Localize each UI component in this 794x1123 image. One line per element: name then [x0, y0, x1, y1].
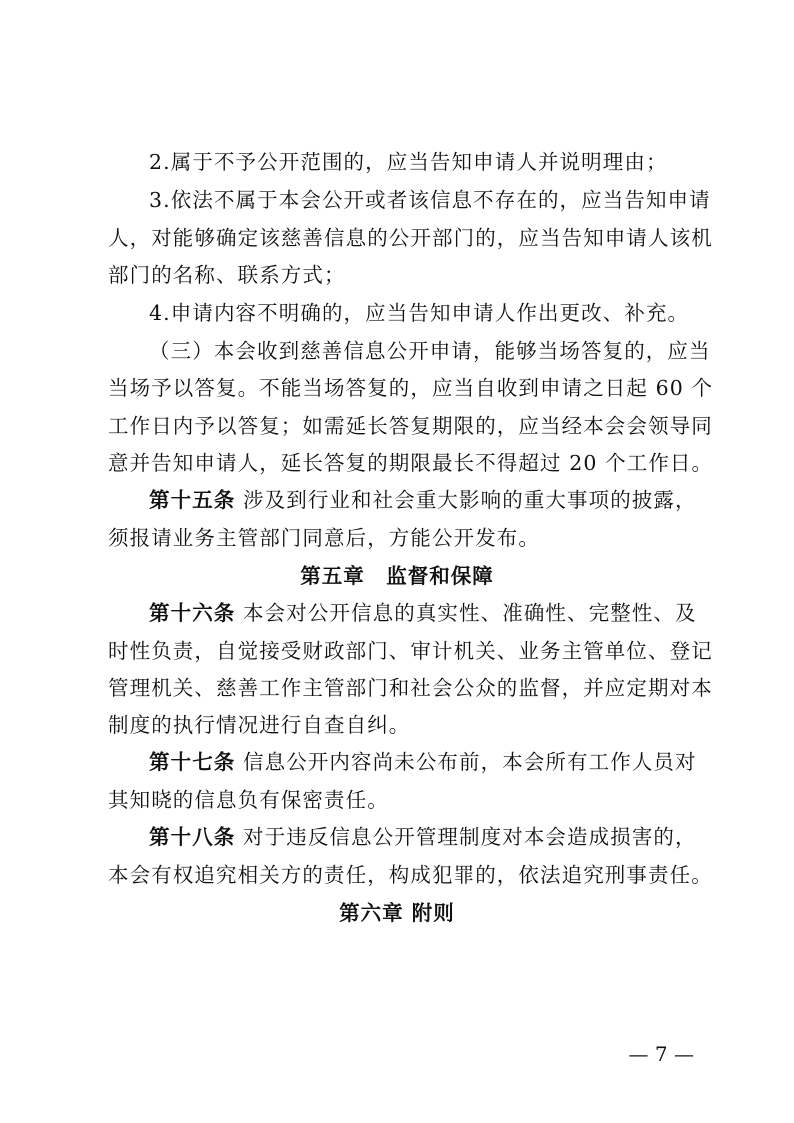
article-16-label: 第十六条 — [149, 601, 236, 625]
chapter-6-title: 第六章 附则 — [339, 901, 455, 925]
article-17-label: 第十七条 — [149, 750, 236, 774]
article-16-text: 本会对公开信息的真实性、准确性、完整性、及 — [243, 601, 697, 625]
chapter-5-title: 第五章 监督和保障 — [300, 564, 494, 588]
article-18-text: 对于违反信息公开管理制度对本会造成损害的， — [243, 825, 697, 849]
article-18-label: 第十八条 — [149, 825, 236, 849]
page-number: — 7 — — [628, 1042, 694, 1066]
article-15-text: 涉及到行业和社会重大影响的重大事项的披露， — [243, 488, 697, 512]
article-15-line-1 — [149, 488, 697, 512]
section-3-line-4: 意并告知申请人，延长答复的期限最长不得超过 20 个工作日。 — [108, 451, 714, 475]
article-17-text: 信息公开内容尚未公布前，本会所有工作人员对 — [243, 750, 697, 774]
article-16-line-2: 时性负责，自觉接受财政部门、审计机关、业务主管单位、登记 — [108, 639, 713, 663]
item-2: 2.属于不予公开范围的，应当告知申请人并说明理由； — [149, 150, 668, 174]
article-17-line-2: 其知晓的信息负有保密责任。 — [108, 788, 389, 812]
item-3-line-2: 人，对能够确定该慈善信息的公开部门的，应当告知申请人该机 — [108, 226, 713, 250]
article-16-line-3: 管理机关、慈善工作主管部门和社会公众的监督，并应定期对本 — [108, 676, 713, 700]
article-16-line-1 — [149, 601, 697, 625]
section-3-line-3: 工作日内予以答复；如需延长答复期限的，应当经本会会领导同 — [108, 414, 713, 438]
article-16-line-4: 制度的执行情况进行自查自纠。 — [108, 713, 411, 737]
item-3-line-1: 3.依法不属于本会公开或者该信息不存在的，应当告知申请 — [149, 188, 711, 212]
article-15-line-2: 须报请业务主管部门同意后，方能公开发布。 — [108, 526, 540, 550]
item-3-line-3: 部门的名称、联系方式； — [108, 263, 346, 287]
item-4: 4.申请内容不明确的，应当告知申请人作出更改、补充。 — [149, 301, 690, 325]
article-18-line-1 — [149, 825, 697, 849]
section-3-line-2: 当场予以答复。不能当场答复的，应当自收到申请之日起 60 个 — [108, 376, 714, 400]
article-18-line-2: 本会有权追究相关方的责任，构成犯罪的，依法追究刑事责任。 — [108, 863, 713, 887]
article-15-label: 第十五条 — [149, 488, 236, 512]
article-17-line-1 — [149, 750, 697, 774]
section-3-line-1: （三）本会收到慈善信息公开申请，能够当场答复的，应当 — [149, 339, 711, 363]
